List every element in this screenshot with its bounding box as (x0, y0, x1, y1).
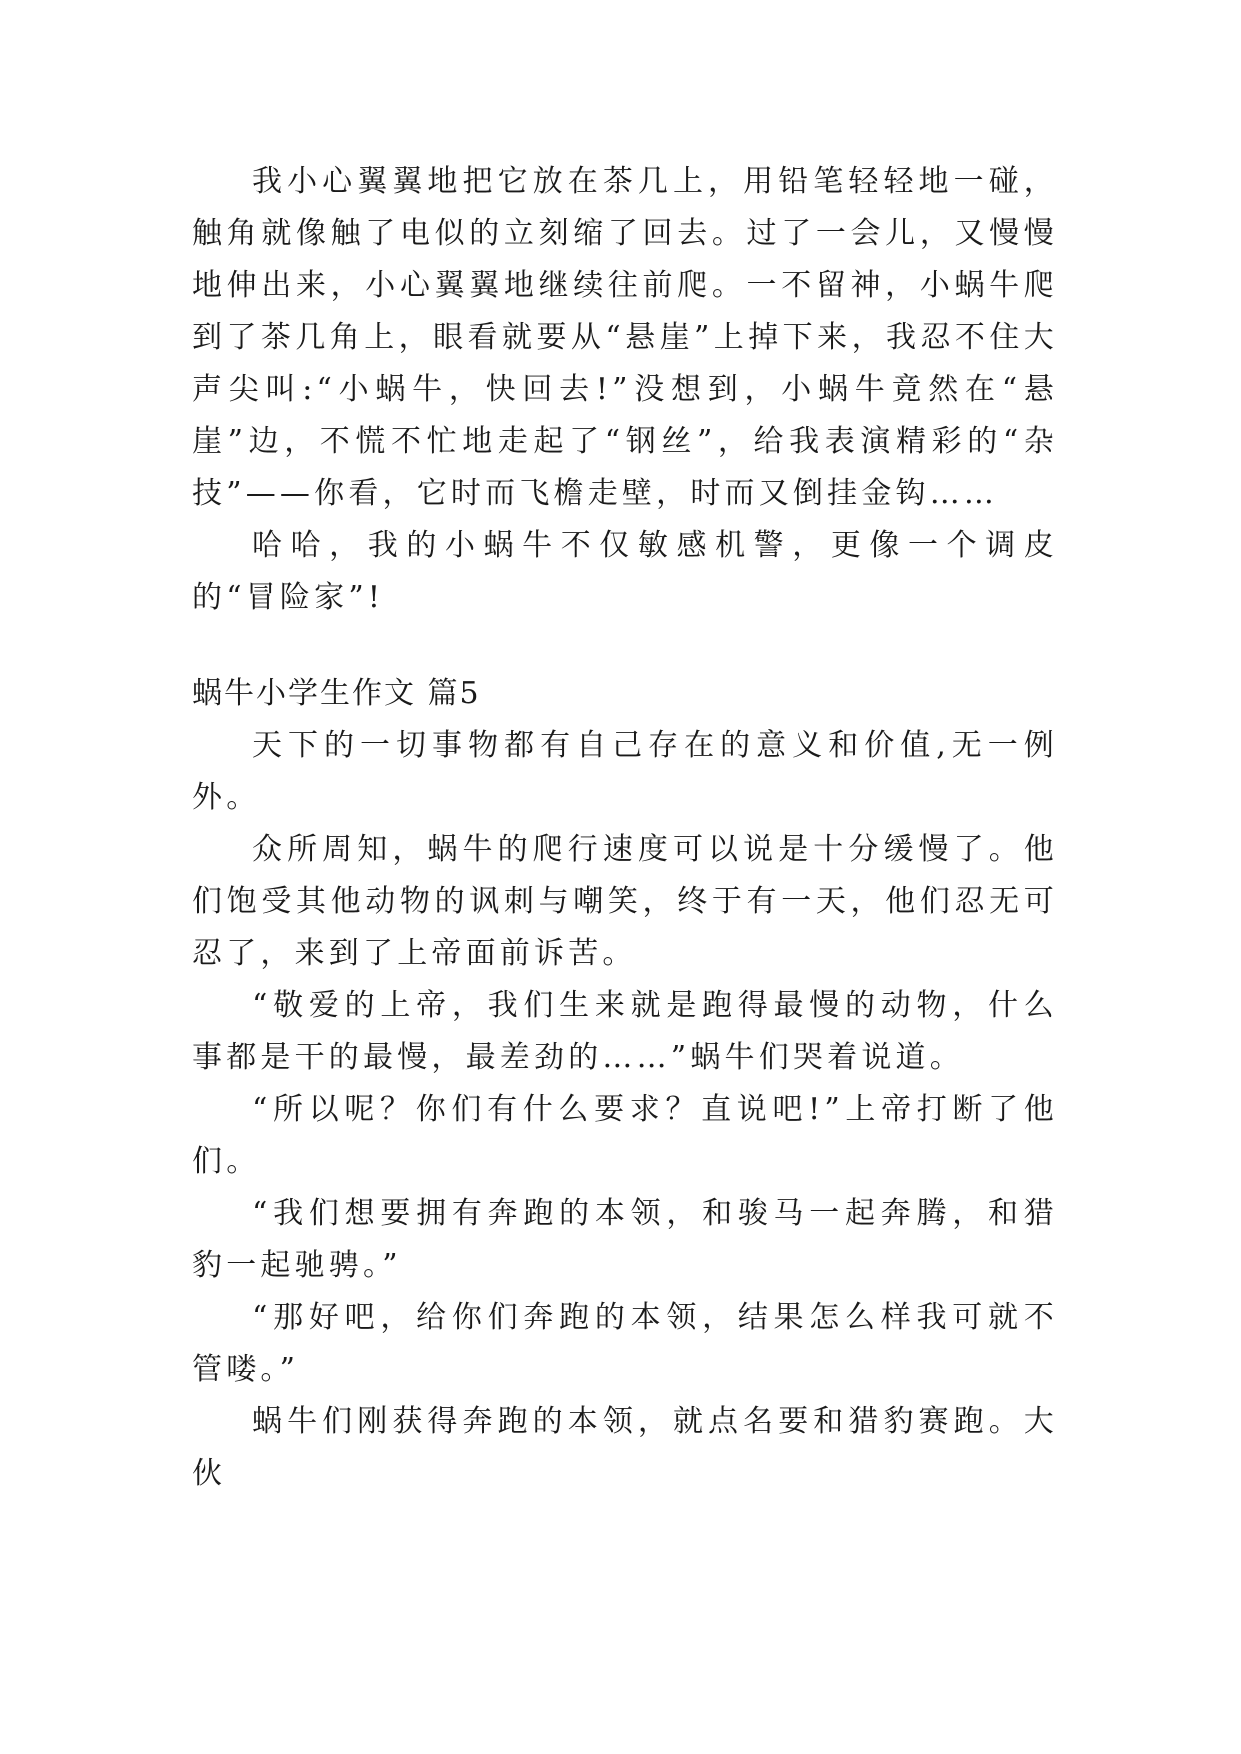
paragraph: 天下的一切事物都有自己存在的意义和价值,无一例外。 (192, 728, 1058, 815)
paragraph: “那好吧，给你们奔跑的本领，结果怎么样我可就不管喽。” (192, 1300, 1058, 1387)
paragraph: 哈哈，我的小蜗牛不仅敏感机警，更像一个调皮的“冒险家”! (192, 528, 1058, 615)
paragraph: “所以呢？你们有什么要求？直说吧!”上帝打断了他们。 (192, 1092, 1058, 1179)
paragraph: 蜗牛们刚获得奔跑的本领，就点名要和猎豹赛跑。大伙 (192, 1404, 1058, 1491)
document-body (192, 156, 1058, 1500)
paragraph: 众所周知，蜗牛的爬行速度可以说是十分缓慢了。他们饱受其他动物的讽刺与嘲笑，终于有一天，他们忍无可忍了，来到了上帝面前诉苦。 (192, 832, 1058, 971)
paragraph: “敬爱的上帝，我们生来就是跑得最慢的动物，什么事都是干的最慢，最差劲的……”蜗牛们哭着说道。 (192, 988, 1058, 1075)
paragraph: “我们想要拥有奔跑的本领，和骏马一起奔腾，和猎豹一起驰骋。” (192, 1196, 1058, 1283)
paragraph: 我小心翼翼地把它放在茶几上，用铅笔轻轻地一碰，触角就像触了电似的立刻缩了回去。过了一会儿，又慢慢地伸出来，小心翼翼地继续往前爬。一不留神，小蜗牛爬到了茶几角上，眼看就要从“悬崖”上掉下来，我忍不住大声尖叫:“小蜗牛，快回去!”没想到，小蜗牛竟然在“悬崖”边，不慌不忙地走起了“钢丝”，给我表演精彩的“杂技”——你看，它时而飞檐走壁，时而又倒挂金钩…… (192, 164, 1059, 511)
section-heading: 蜗牛小学生作文 篇5 (192, 676, 481, 711)
